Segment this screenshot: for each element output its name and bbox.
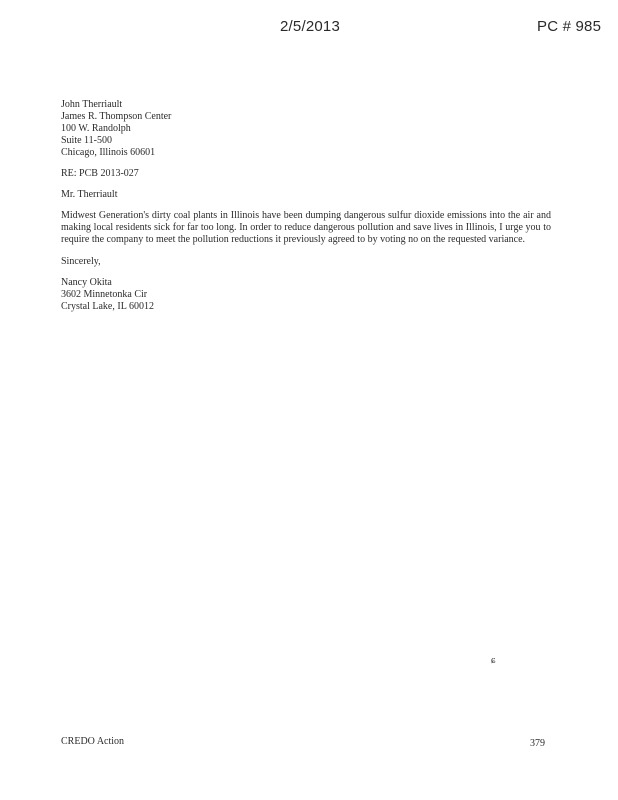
letter-body [61,99,551,313]
signature-block [61,277,551,313]
public-comment-number: PC # 985 [537,18,602,35]
recipient-name: John Therriault [61,99,123,110]
recipient-suite: Suite 11-500 [61,135,113,146]
stray-mark: ɕ [491,655,496,666]
recipient-city: Chicago, Illinois 60601 [61,147,156,158]
recipient-building: James R. Thompson Center [61,111,172,122]
salutation: Mr. Therriault [61,189,118,200]
reference-line: RE: PCB 2013-027 [61,168,139,179]
footer-page-number: 379 [530,738,545,749]
closing: Sincerely, [61,256,101,267]
sender-street: 3602 Minnetonka Cir [61,289,148,300]
sender-city: Crystal Lake, IL 60012 [61,301,154,312]
footer-source: CREDO Action [61,736,125,747]
recipient-address [61,99,551,159]
sender-name: Nancy Okita [61,277,112,288]
body-paragraph: Midwest Generation's dirty coal plants in Illinois have been dumping dangerous sulfur dioxide emissions into the air and making local residents sick for far too long. In order to reduce dangerous pollution and save lives in Illinois, I urge you to require the company to meet the pollution reductions it previously agreed to by voting no on the requested variance. [61,210,551,245]
recipient-street: 100 W. Randolph [61,123,131,134]
header-date: 2/5/2013 [280,18,340,35]
